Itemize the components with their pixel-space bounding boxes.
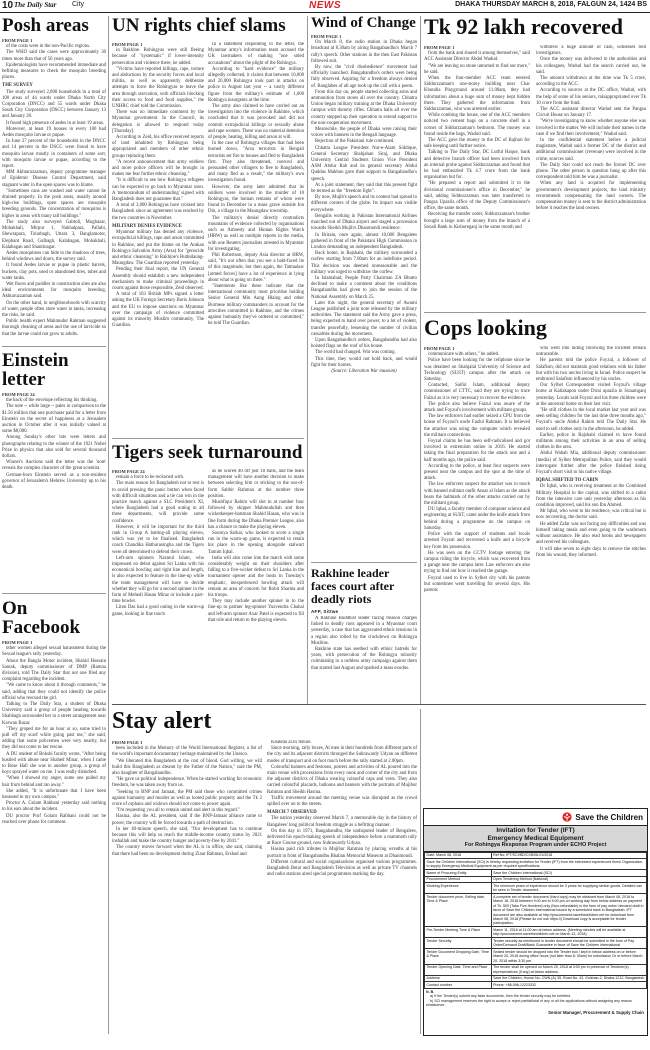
paragraph: The law enforcers suspect the attacker was in touch with banned militant outfit Ansar al Islam as the attack bears the hallmark of the other attacks carried out by the militant group. — [424, 482, 530, 507]
paragraph: Mr Iqbal, who went to his residence, was critical but is now recovering, the doctor said. — [536, 509, 646, 521]
paragraphs — [424, 51, 530, 231]
paragraph: Our Sylhet Correspondent visited Foyzul's village home at Kaliakapon under Dirai upazila in Sunamganj yesterday. Locals said Foyzul and his three children were at the ancestral home on their last visit. — [536, 383, 646, 407]
tender-field: Tender document price, Selling date, Time & Place — [425, 894, 492, 927]
tender-row — [425, 852, 647, 859]
paragraph: Aedes mosquitoes can hide in the shadows of trees, behind windows and doors, the survey said. — [2, 250, 106, 263]
tender-value: Save the Children, House No. CWN (A) 35, Road No. 43, Gulshan-2, Dhaka-1212, Bangladesh — [491, 975, 646, 982]
paragraph: While combing the house, one of the ACC members noticed two cement bags on a concrete shelf in a corner of Siddurzzaman's bedroom. The money was found inside the bags, Wadud said. — [424, 113, 530, 137]
paragraph: Khaleda Zia's tenure. — [271, 740, 312, 745]
paragraph: It found Aedes larvae or pupae in plastic barrels, buckets, clay pots, used or abandoned tires, tubes and water tanks. — [2, 263, 106, 281]
paragraph: Colourful banners and festoons, posters and activities of AL poured into the main venue with processions from every nook and corner of the city and from the adjacent districts of Dhaka wearing colourful caps and vests. They also carried colourful placards, balloons and banners with the portraits of Mujibur Rahman and Sheikh Hasina. — [267, 764, 417, 795]
paragraphs — [311, 40, 417, 350]
paragraph: They may include another spinner in to the line-up to partner leg-spinner Yuzvendra Chahal and left-arm spinner Axar Patel is expected to fill that role and return to the playing eleven. — [208, 599, 304, 623]
article-body — [2, 392, 106, 608]
tender-value: Phone: +88-096-12223332 — [491, 982, 646, 989]
paragraph: "I'm requesting you all to remain united and alert in this regard." — [116, 808, 240, 814]
paragraph: A total of 103 British MPs signed a letter asking the UK Foreign Secretary Boris Johnson and the EU to impose sanctions on Myanmar over the campaign of violence committed against its minority Muslim community, The Guardian. — [112, 292, 204, 329]
article-posh-areas — [2, 16, 106, 355]
paragraph: The amount withdrawn at the time was Tk 5 crore, according to the ACC. — [536, 76, 646, 88]
paragraph: "We came to know about it through comments," he said, adding that they could not identify the police official who rescued the girl. — [2, 683, 106, 701]
from-page: FROM PAGE 1 — [424, 346, 455, 351]
headline: Stay alert — [112, 708, 212, 734]
tender-row — [425, 883, 647, 894]
paragraph: Receiving the transfer order, Siddurzzaman's brother brought a large sum of money from the branch of a Sonali Bank in Kishoreganj in the same month and — [424, 212, 530, 230]
save-the-children-logo — [562, 812, 643, 822]
tender-row — [425, 927, 647, 938]
paragraph: "Statements like these indicate that the international community must prioritise holding Senior General Min Aung Hlaing and other Burmese military commanders to account for the atrocities committed in Rakhine, and the crimes against humanity they've ordered or committed," he told The Guardian. — [208, 283, 304, 327]
paragraph: In Islamabad, People Party Chairman ZA Bhutto declined to make a comment about the conditions Bangabandhu had given to join the session of the National Assembly on March 25. — [311, 275, 417, 300]
paragraph: Different cultural and social organisations organised various programmes. Bangladesh Betar and Bangladesh Television as well as private TV channels and radio stations aired special programmes marking the day. — [267, 859, 417, 878]
tender-value: Open Tendering Method (National) — [491, 876, 646, 883]
paragraph: "Sometimes cans are washed and water cannot be drained properly. In the posh areas, usually around high-rise buildings, open spaces are mosquito breeding grounds. The concentration of mosquitos is higher in areas with many tall buildings." — [2, 188, 106, 219]
paragraph: Mushfiqur Rahim will slot in at number four followed by skipper Mahmudullah and then wicketkeeper-batsman Shahid Hasan, who was in fine form during the Dhaka Premier League, also has a chance to make the playing eleven. — [208, 500, 304, 530]
paragraph: On this day in 1971, Bangabandhu, the undisputed leader of Bengalees, delivered his epoch-making speech of independence before a mammoth rally at Race Course ground, now Suhrawardy Udyan. — [267, 828, 417, 847]
paper-name: The Daily Star — [14, 1, 57, 9]
tender-field: Contact number — [425, 982, 492, 989]
paragraph: other women alleged sexual harassment during the Sexual league's rally yesterday. — [2, 646, 106, 658]
tender-row — [425, 949, 647, 964]
tender-value: Save the Children International (SCI) — [491, 870, 646, 877]
paragraph: Back home, in Rajshahi, the military surrounded a curfew starting from 7.00am for an indefinite period. This decision was deemed unreasonable and the military was urged to withdraw the curfew. — [311, 251, 417, 275]
paragraphs — [112, 48, 204, 222]
paragraph: "We liberated this Bangladesh at the cost of blood. God willing, we will build this Bangladesh as dreamt by the Father of the Nation," said the PM, also daughter of Bangabandhu. — [112, 758, 262, 777]
paragraph: Public health expert Mahmudur Rahman suggested thorough cleaning of areas and the use of larvicide so that the larvae could not grow to adults. — [2, 319, 106, 337]
paragraph: In Britain, once again, almost 10,000 Bengalees gathered in front of the Pakistani High Commission in London demanding an independent Bangladesh. — [311, 232, 417, 250]
article-cops-looking — [424, 317, 646, 339]
paragraph: When the four-member ACC team entered Siddurzzaman's one-storey building near Char Khondia Playground around 11.00am, they had information about a huge sum of money kept hidden there. They gathered the information from Siddurzzaman, who was arrested earlier. — [424, 76, 530, 113]
paragraph: Once the money was delivered to the authorities and his colleagues, Wadud had the search carried out, he said. — [536, 57, 646, 75]
divider — [2, 346, 106, 347]
paragraph: India will also come into the match with some considerably weight on their shoulders after falling to a five-wicket defeat to Sri Lanka in the tournament opener and the hosts in Tuesday's emphatic, inexperienced bowling attack will remain an area of concern for Rohit Sharma and his troops. — [208, 555, 304, 599]
article-einstein-letter — [2, 351, 106, 608]
paragraph: as he scored 40 off just 18 balls, and the team management will have another decision to make between selecting him or sticking to the out-of-form Sabbir Rahman at the number three position. — [208, 469, 304, 499]
paragraph: who went into hiding following the incident remain untraceable. — [536, 346, 646, 358]
paragraph: DU proctor Prof Golam Rabbani could not be reached over phone for comment. — [2, 813, 106, 825]
paragraph: b) SCI management reserves the right to accept or reject partial/total of any or all the applications without assigning any reason whatsoever. — [426, 998, 632, 1008]
paragraph: Chhatra League President Nur-e-Alam Siddique, General Secretary Shahjahan Siraj, and Dhaka University Central Students Union Vice President ASM Abdur Rab and its general secretary Abdul Quddus Makhon gave their support to Bangabandhu's speech. — [311, 145, 417, 182]
divider — [112, 704, 646, 705]
paragraph: From this day on, people started collecting arms and ammunition from stores all over the country. Chhatra Union began military training at the Dhaka University campus with dummy rifles. Chhatra halls all over the country stepped up their operation to extend support to the non-cooperation movement. — [311, 89, 417, 126]
paragraphs — [536, 45, 646, 212]
article-body — [2, 38, 106, 355]
headline: Posh areas — [2, 15, 89, 36]
article-body-col2 — [208, 42, 304, 434]
paragraph: "When I showed my anger, some one pulled my hair from behind and ran away." — [2, 776, 106, 788]
paragraph: In a statement responding to the letter, the Myanmar army's information team accused the UK lawmakers of making "one sided accusations" about the plight of the Rohingya. — [208, 42, 304, 66]
paragraph: The study also surveyed Gabtoli, Mogbazar, Mohakhali, Mirpur 1, Nakhalpara, Pallabi, Shewrapara, Tolarbagh, Uttara 3, Banglamotor, Elephant Road, Gulbagh, Kalabagan, Mohakhali, Kalabagan and Shantinagar. — [2, 219, 106, 250]
tender-row — [425, 870, 647, 877]
divider — [424, 312, 646, 313]
from-page: FROM PAGE 1 — [2, 640, 33, 645]
paragraphs — [112, 230, 204, 329]
tender-signature: Senior Manager, Procurement & Supply Chain — [548, 1009, 644, 1015]
headline: Tk 92 lakh recovered — [424, 14, 624, 39]
paragraphs — [536, 484, 646, 558]
paragraph: Abdul Wahab Mia, additional deputy commissioner (media) of Sylhet Metropolitan Police, said they would interrogate further after the police finished doing Foyzul's short visit to his native village. — [536, 451, 646, 476]
tender-title: Invitation for Tender (IFT) — [496, 827, 575, 834]
paragraph: in Rakhine. Rohingyas were still fleeing because of "systematic" if lower-intensity persecution and violence there, he added. — [112, 48, 204, 66]
paragraph: Hasina, also the AL president, said if the BNP-Jamaat alliance came to power, the country will be forced towards a path of destruction. — [112, 814, 262, 826]
paragraph: The WHO said the cases were approximately 30 times more than that of 50 years ago. — [2, 50, 106, 62]
paragraph: Winner's Auctions said the letter was the 'note' reveals the complex character of the great scientist. — [2, 460, 106, 472]
tender-row — [425, 938, 647, 949]
paragraph: She added, "It is unfortunate that I have been harassed in my own campus." — [2, 788, 106, 801]
tender-field: Address — [425, 975, 492, 982]
paragraph: In the case of Rohingya villages that had been burned down, "Arsa terrorists in Bengali terrorists set fire to houses and fled to Bangladesh first. They also threatened, coerced and persuaded other villagers to flee to Bangladesh, and many fled as a result," the military's own investigation found. — [208, 141, 304, 184]
tender-notes — [424, 989, 647, 1009]
paragraph: Epidemiologists have recommended immediate and befitting measures to check the mosquito breeding places. — [2, 62, 106, 81]
paragraph: In June 27 percent of the households in the DNCC and 14 percent in the DSCC were found to have mosquito larvae mostly in containers of some sort, with mosquito larvae or pupae, according to the report. — [2, 139, 106, 170]
tender-value: Ref No: IFT/SCI/BD/CXB/08-01/2018 — [491, 852, 646, 859]
paragraphs — [112, 746, 262, 858]
article-body — [311, 34, 417, 557]
tender-value: March 11, 2018 at 11:00 am at below address. (Meeting minutes will be available at http://procurement.savethechildren.net on March 12, 2018). — [491, 927, 646, 938]
paragraph: Proctor A. Golam Rabbani yesterday said nothing to his ears about the incident. — [2, 801, 106, 813]
tender-logo-bar — [424, 809, 647, 826]
tender-value: Tender security as mentioned in tender document should be submitted in the form of Pay Order/Demand Draft/Bank Guarantee in favor of Save the Children International. — [491, 938, 646, 949]
paragraph: The Daily Star could not reach the former DC over phone. The other person in question hung up after this correspondent told him he was a journalist. — [536, 162, 646, 181]
tender-field: Tender Document Dropping Date, Time & Place — [425, 949, 492, 964]
tender-row — [425, 859, 647, 870]
paragraph: Talking to The Daily Star, DC Lutful Haque, bank and detective branch officer had been involved from an internal probe against Siddurzzaman and found that he had embezzled Tk 4.7 crore from the bank organisation but for. — [424, 150, 530, 181]
paragraph: There was no immediate comment by the Myanmar government. In the Council, its delegation is allowed to respond today [Thursday]. — [112, 110, 204, 134]
from-page: FROM PAGE 1 — [2, 38, 33, 43]
subhead: THE SURVEY — [2, 83, 33, 89]
paragraph: A total of 3,000 Rohingyas have crossed into Bangladesh since an agreement was reached by the two countries in November. — [112, 203, 204, 221]
paragraph: Contacted, Saiful Islam, additional deputy commissioner of CTTC, said they are trying to trace Faizul as it is very necessary to recover the evidence. — [424, 383, 530, 401]
paragraph: The ACC gave the money to the DC of Rajbari for safe keeping until further notice. — [424, 138, 530, 150]
paragraph: communicate with others," he added. — [428, 352, 500, 358]
paragraph: The nation yesterday observed March 7, a memorable day in the history of Bangalees' long political freedom struggle as a befitting manner. — [267, 816, 417, 828]
paragraph: On March 8, the radio station in Dhaka began broadcast at 8.30am by airing Bangabandhu's March 7 rally's speech. Other stations in the then East Pakistan followed suit. — [311, 40, 417, 64]
paragraph: Earlier, police in Rajshahi claimed to have found militants among their activities in an area of selling clothes in the area. — [536, 432, 646, 451]
article-stay-alert — [112, 709, 417, 733]
paragraph: By now, Mujib's speech and its content had spread to different corners of the globe. Its impact was visible everywhere. — [311, 195, 417, 213]
tender-value: The tender shall be opened on March 20, 2018 at 3:00 pm in presence of Tenderer(s) representatives (if any) at below address. — [491, 964, 646, 975]
paragraph: a) If the Tender(s) submit any false documents, then the tender security may be forfeited. — [430, 994, 572, 999]
column-rule — [420, 709, 421, 1034]
paragraph: "We're investigating to know whether anyone else was involved in the matter. We will include their names in the case if we find their involvement," Wadud said. — [536, 119, 646, 137]
paragraph: "He still clothes in the local market last year and was seen selling children for the last time three months ago," Foyzul's uncle Abdul Rahim told The Daily Star. He used to sell clothes only in the afternoon, he added. — [536, 408, 646, 432]
paragraph: He added Zafar was not facing any difficulties and was himself taking meals and even going to the washroom without assistance. He also read books and newspapers and received his colleagues. — [536, 521, 646, 546]
paragraph: been included in the Memory of the World International Register, a list of the world's important documentary heritage maintained by the Unesco. — [112, 746, 262, 758]
tender-table — [424, 852, 647, 989]
from-page: FROM PAGE 1 — [112, 740, 143, 745]
paragraph: At a joint statement, they said that this present fight be termed as the "freedom fight". — [311, 182, 417, 195]
paragraph: German-born Einstein served as a non-resident governor of Jerusalem's Hebrew University up to his death. — [2, 472, 106, 491]
paragraph: Police with the support of students and locals arrested Foyzul and recovered a knife and a bicycle key from his possession. — [424, 532, 530, 550]
article-body-col1 — [112, 469, 204, 699]
paragraph: "Victims have reported killings, rape, torture and abductions by the security forces and local militia, as well as apparently deliberate attempts to force the Rohingyas to leave the area through starvation, with officials blocking their access to food and food supplies," the UNHRC chief told the Commission. — [112, 66, 204, 110]
article-body-col1 — [112, 42, 204, 434]
paragraph: MM Akhtaruzzaman, deputy programme manager of Epidemic Disease Control Department, said stagnant water in the open spaces was to blame. — [2, 170, 106, 188]
paragraph: Foyzul claims he has been self-radicalised and got involved in extremism online in 2016. He started taking the final preparation for the attack one and a half months ago, the police said. — [424, 439, 530, 463]
paragraph: Hasina paid rich tributes to Mujibur Rahman by placing wreaths at his portrait in front of Bangabandhu Bhaban Memorial Museum at Dhanmondi. — [267, 847, 417, 859]
tender-intro: Save the Children International (SCI) is hereby requesting invitation for Tender (IFT) from the interested experienced firms/ Organization to supply Emergency Medical Equipment as per required specifications. — [425, 859, 647, 870]
paragraph: The note -- while large -- pales in comparison to the $1.56 million that one purchaser paid for a letter from Einstein on the secret of happiness at a Jerusalem auction in October after it was initially valued at some $8,000. — [2, 404, 106, 435]
paragraph: He was seen on the CCTV footage entering the campus riding the bicycle, which was recovered from a garage near the campus later. Law enforcers are also trying to find out how it reached the garage. — [424, 550, 530, 575]
tender-field: Working Experience — [425, 883, 492, 894]
article-body — [311, 616, 417, 698]
headline: On Facebook — [2, 598, 81, 638]
source-stamp: AFP, Sittwe — [311, 609, 339, 614]
article-body — [2, 640, 106, 1050]
column-rule — [108, 16, 109, 1034]
paragraph: of the costs were in the non-Pacific regions. — [6, 44, 91, 50]
paragraph: Myanmar military has denied any violence, extrajudicial killings, rape and arson committed in Rakhine, and put the blame on the Arakan Rohingya Salvation Army (Arsa) for "genocide and ethnic cleansing" in Rakhine's Buthidaung-Maungdaw. The Guardian reported yesterday. — [112, 230, 204, 267]
paragraph: About the Bangla Motor incident, Shahid Hossain Santak, deputy commissioner of DMP (Ramna division), told The Daily Star that not one filed any complaint regarding the incident. — [2, 658, 106, 683]
subhead: IQBAL SHIFTED TO CABIN — [536, 478, 599, 484]
tender-field: Procurement Method — [425, 876, 492, 883]
paragraph: According to sources at the DC office, Wadud, with the help of some of his seniors, misappropriated over Tk 10 crore from the fund. — [536, 88, 646, 106]
paragraph: Traffic movement around the meeting venue was disrupted as the crowd spilled over on to the streets. — [267, 795, 417, 808]
paragraph: the back of the envelope reflecting his thinking. — [6, 398, 98, 404]
tender-field: Tender Opening Date, Time and Place — [425, 964, 492, 975]
paragraph: DU Iqbal, a faculty member of computer science and engineering at SUST, came under the knife attack from behind during a programme on the campus on Saturday. — [424, 507, 530, 531]
paragraph: Soumya Sarkar, who looked to score a single run in the warm-up game, is expected to retain his place in the opening alongside stalwart Tamim Iqbal. — [208, 531, 304, 555]
column-rule — [420, 16, 421, 704]
paragraph: On the other hand, in neighbourhoods with scarcity of water, people often store water in tanks, increasing the risks, he said. — [2, 300, 106, 318]
paragraph: Rakhine state has seethed with ethnic hatreds for years, with persecution of the Rohingya minority culminating in a ruthless army campaign against them that started last August and sparked a mass exodus. — [311, 647, 417, 671]
paragraphs — [208, 42, 304, 327]
paragraph: Talking to The Daily Star, a student of Dhaka University said a group of people heading towards Shahbagh surrounded her in a street arrangement near Karwan Bazar. — [2, 702, 106, 726]
paragraph: "It is difficult to see how Rohingya refugees can be expected to go back to Myanmar soon. A 'memorandum of understanding' signed with Bangladesh does not guarantee that." — [112, 178, 204, 203]
article-seek-turnaround — [112, 443, 304, 462]
tender-title-block — [424, 826, 647, 852]
headline: Wind of Change — [311, 15, 416, 31]
article-body-col2 — [208, 469, 304, 699]
from-page: FROM PAGE 1 — [112, 42, 143, 47]
paragraph: Police have been looking for the cellphone since he was detained on Shahjalal University of Science and Technology (SUST) campus after the attack on Saturday. — [424, 358, 530, 383]
source-note: (Source: Liberation War museum) — [331, 368, 397, 374]
paragraph: Upon Bangabandhu's orders, Bangabandhu had also hoisted flags on the roof of his house. — [311, 337, 417, 350]
paragraph: "He gave us political independence. When he started working for economic freedom, he was taken away from us. — [112, 777, 262, 789]
divider — [112, 438, 304, 439]
paragraph: It found high presence of aedes in at least 19 areas. — [6, 120, 104, 126]
paragraph: He parents told the police Foyzul, a follower of Salafism, did not maintain good relations with his father but with his two uncles living in Israel. Police suspect he embraced Salafism influenced by his uncles. — [536, 358, 646, 383]
paragraph: However, it will be important for the third rank in Group A batting-all playing eleven, which was yet to be finalised. Bangladesh coach Chandika Hathurusingha and the Tigers were all determined to defend their crown. — [112, 524, 204, 555]
article-rakhine-leader — [311, 567, 417, 698]
headline: UN rights chief slams — [112, 15, 286, 36]
paragraph: Among Sunday's other lots were letters and photographs relating to the winner of the 1921 Nobel Prize in physics that also sold for several thousand dollars. — [2, 435, 106, 460]
paragraph: Dr Iqbal, who is receiving treatment at the Combined Military Hospital in the capital, was shifted to a cabin from the intensive care unit yesterday afternoon as his condition improved, said his son Ibn Ahmed. — [536, 484, 646, 509]
paragraph: "A recent announcement that army soldiers and more police officers will be brought in makes me fear further ethnic cleansing." — [112, 159, 204, 178]
paragraph: According to the police, at least four suspects were present near the campus and the spot at the time of attack. — [424, 463, 530, 482]
paragraph: By now, the "civil disobedience" movement had officially launched. Bangabandhu's orders were being fully observed. Aspiring for a freedom always denied of. Banglabes of all age took up the call with a poem. — [311, 65, 417, 89]
paragraph: The military's denial directly contradicts mountains of evidence collected by organisations such as Amnesty and Human Rights Watch (HRW) as well as multiple reports in the media, with one Reuters journalists arrested in Myanmar for investigating. — [208, 215, 304, 252]
paragraph: "They groped me for an hour or so, some tried to pull off my scarf while going past me," she said, adding that some policemen were very nearby, but they did not come to her rescue. — [2, 726, 106, 751]
nb-list — [426, 994, 645, 1007]
article-on-facebook — [2, 599, 106, 1050]
paragraphs — [2, 44, 106, 81]
article-un-rights-chief — [112, 16, 304, 35]
paragraphs — [267, 816, 417, 878]
tender-field: Name of Procuring Entity — [425, 870, 492, 877]
subhead: MARCH 7 OBSERVED — [267, 810, 317, 816]
paragraph: This time, they would not hold back, and would fight for their homes. — [311, 356, 417, 368]
paragraph: When any land is acquired for implementing government's development projects, the land ministry recommends compensating the land owners. The compensation money is sent to the district administration before it reaches the land owners. — [536, 181, 646, 212]
tender-value: Sealed tender should be dropped into the Tender box / kept in below address on or before March 20, 2018 during office hours (not later than 8: 30am) for submission Or or before March 20, 2018 within 3:30 pm. — [491, 949, 646, 964]
paragraph: In the confidential statement before a judicial magistrate, Wadud said a former DC of the district and additional commissioner (revenue) were involved in the crime, sources said. — [536, 138, 646, 162]
tender-field: Pre-Tender Meeting Time & Place — [425, 927, 492, 938]
paragraphs — [2, 90, 106, 338]
paragraph: "Seeking to BNP and Jamaat, the PM said those who committed crimes against humanity and murder as well as looted public property and the Tk 2 crore of orphans and widows should not come to power again. — [112, 789, 262, 808]
tender-value: The minimum years of experience should be 3 years for supplying similar goods. Detailed can be seen in Tender document. — [491, 883, 646, 894]
paragraph: The main reason for Bangladesh not to rest is to avoid pressing the panic button when faced with difficult situations and a tie can win in the practice match against a SLC President's XI, where Bangladesh had a good outing in all three departments, will provide some confidence. — [112, 481, 204, 524]
tender-row — [425, 964, 647, 975]
from-page: FROM PAGE 1 — [424, 45, 455, 50]
save-the-children-emblem-icon — [562, 812, 572, 822]
section-label: City — [72, 1, 85, 8]
paragraph: Phil Robertson, deputy Asia director at HRW, said, "It's not often that you see a bald-faced lie of this magnitude, but then again, the Tatmadaw [armed forces] have a lot of experience in lying about what is going on there." — [208, 252, 304, 283]
tender-row — [425, 982, 647, 989]
paragraph: Moreover, at least 19 houses in every 100 had Aedes mosquito larvae or pupae. — [2, 126, 106, 139]
paragraphs — [424, 352, 530, 594]
paragraphs — [2, 646, 106, 826]
org-name: Save the Children — [575, 812, 643, 822]
paragraph: Left-arm spinners Nazmul Islam, who impressed on debut against Sri Lanka with his economical bowling and tight line and length, is also expected to feature in the line-up while the team management will have to decide whether they will go for a second spinner in the form of Mehedi Hasan Miraz or include a part-time bowler. — [112, 555, 204, 605]
paragraphs — [311, 350, 417, 369]
article-body-col2 — [267, 740, 417, 1034]
paragraph: Liton Das had a good outing in the warm-up game, looking in fine touch — [112, 605, 204, 617]
paragraph: "We are leaving no stone unturned to find out more," he said. — [424, 63, 530, 75]
headline: Rakhine leader faces court after deadly riots — [311, 566, 395, 606]
tender-field: Tender Security — [425, 938, 492, 949]
tender-row — [425, 876, 647, 883]
paragraph: However, the army later admitted that its soldiers were involved in the murder of 10 Rohingyas, the human remains of whom were found in December in a mass grave outside Inn Din, a village in the Maungdaw township. — [208, 184, 304, 215]
paragraph: remain a force to be reckoned with. — [116, 475, 185, 481]
tender-field: Date: March 08, 2018 — [425, 852, 492, 859]
tender-program: For Rohingya Response Program under ECHO Project — [464, 842, 607, 848]
paragraph: Meanwhile, the people of Dhaka were raising their voices with banners in the Bengali language. — [311, 127, 417, 139]
article-wind-of-change — [311, 16, 417, 557]
from-page: FROM PAGE 24 — [112, 469, 145, 474]
headline: Einstein letter — [2, 350, 69, 390]
tender-row — [425, 975, 647, 982]
nb-title: N. B. — [426, 989, 435, 994]
dateline: DHAKA THURSDAY MARCH 8, 2018, FALGUN 24, 1424 BS — [455, 1, 647, 8]
paragraph: The country moves forward when the AL is in office, she said, claiming that there had been no development during Ziaur Rahman, Ershad and — [112, 845, 262, 857]
page-number: 10 — [2, 0, 14, 11]
paragraph: withdrew a huge amount of cash, witnesses told investigators. — [536, 45, 646, 57]
paragraphs — [112, 475, 204, 618]
paragraphs — [311, 616, 417, 672]
article-body-col1 — [112, 740, 262, 1034]
paragraph: Bengalis working in Pakistan International Airlines marched out of Dhaka airport and staged a procession towards Sheikh Mujib's Dhanmondi residence. — [311, 213, 417, 232]
tender-advertisement — [423, 808, 648, 1036]
paragraph: Rejection of the Pakistani rule continued. — [315, 139, 395, 145]
tender-row — [425, 894, 647, 927]
paragraph: A Rakhine Buddhist leader facing treason charges linked to deadly riots appeared in a Myanmar court yesterday, a case that has aggravated ethnic tensions in a region also roiled by the crackdown on Rohingya Muslims. — [311, 616, 417, 646]
paragraph: The ACC assistant director Wadud sent the Pangsa Circuit House on January 17. — [536, 107, 646, 119]
article-body-col2 — [536, 45, 646, 307]
paragraphs — [2, 398, 106, 491]
paragraph: According to Zeid, his office received reports of land inhabited by Rohingyas being appropriated and members of other ethnic groups replacing them. — [112, 135, 204, 159]
paragraph: In her 40-minute speech, she said, "Our development has to continue because this will help us reach the middle-income country status by 2021 inshallah and make the country hunger and poverty-free by 2041." — [112, 826, 262, 845]
article-body-col1 — [424, 346, 530, 700]
paragraph: Pending their final report, the UN General Assembly should establish a new independent mechanism to make criminal proceedings in courts against those responsible, Zeid observed. — [112, 267, 204, 291]
paragraphs — [536, 346, 646, 476]
paragraph: The police also believe Faizul was aware of the attack and Foyzul's involvement with militant groups. — [424, 401, 530, 414]
paragraph: Wet floors and puddles in construction sites are also ideal environments for mosquito breeding, Akhtaruzzaman said. — [2, 281, 106, 300]
paragraph: Foyzul used to live in Sylhet city with his parents but sometimes went travelling for several days. His parents — [424, 575, 530, 593]
from-page: FROM PAGE 24 — [2, 392, 35, 397]
paragraph: "He prepared a report and submitted it to the divisional commissioner's office in December," he said, adding Siddurzzaman was later transferred to Pangsa Upazila office of the Deputy Commissioner's office, the same month. — [424, 181, 530, 212]
paragraph: The study surveyed 2,000 households in a total of 100 areas of 44 wards under Dhaka North City Corporation (DNCC) and 55 wards under Dhaka South City Corporation (DSCC) between January 13 and January 20. — [2, 89, 106, 120]
paragraph: The law enforcers had earlier seized a CPU from the house of Foyzul's uncle Fazlul Rahman. It is believed the attacker was using the computer which revealed the militant connections. — [424, 414, 530, 438]
paragraph: A DU student of Bokshi faculty wrote, "After being hustled with abuse near Shahed Minar, when I came to Bose Hall she was in another group, a group of boys sprayed water on me. I was really disturbed. — [2, 751, 106, 776]
paragraph: It will take seven to eight days to remove the stitches from his wound, they informed. — [536, 546, 646, 558]
divider — [311, 562, 417, 563]
paragraph: Since morning, rally boxes, Al men in their hundreds from different parts of the city and its adjacent districts thronged the Suhrawardy Udyan on different modes of transport and on foot much before the rally started at 2.00pm. — [267, 746, 417, 764]
paragraph: The world had changed. War was coming. — [315, 350, 396, 356]
subhead: MILITARY DENIES EVIDENCE — [112, 223, 182, 229]
paragraph: Later this night, the general secretary of Awami League published a joint note released by the military authorities. The statement said the Army gave a press, being expected to hand over power, to a lot of violent, transfer peacefully, lessening the number of civilian casualties during the movement. — [311, 300, 417, 337]
paragraph: from the bank and shared it among themselves," said ACC Assistant Director Abdul Wadud. — [424, 51, 530, 63]
paragraph: The army also claimed to have carried out an investigation into the violence in Rakhine, which concluded that it was provoked and did not commit extrajudicial killings or sexually abuse and rape women. There was no material detention of people, beating, killing and arson at will. — [208, 104, 304, 141]
from-page: FROM PAGE 1 — [311, 34, 342, 39]
column-rule — [307, 16, 308, 704]
headline: Cops looking — [424, 315, 547, 340]
paragraph: According to "hard evidence" the military allegedly collected, it claims that between 10,000 and 20,000 Rohingya took part in attacks on police in August last year -- a vastly different figure from the military's estimate of 1,000 Rohingya insurgents at the time. — [208, 66, 304, 103]
article-tk-92-lakh — [424, 16, 646, 38]
headline: Tigers seek turnaround — [112, 442, 303, 463]
news-label: NEWS — [309, 0, 341, 11]
divider — [2, 593, 106, 594]
article-body-col2 — [536, 346, 646, 700]
article-body-col1 — [424, 45, 530, 307]
tender-subtitle: Emergency Medical Equipment — [487, 834, 584, 842]
tender-value: A complete set of tender document (Hard copy) may be obtained from March 08, 2018 to March 18, 2018 between 9:00 am to 5:00 pm on working day from below address on payment of Tk. 500 (Taka Five Hundred) only (Non-refundable) in the form of pay order/ demand draft in favor of Save the Children International issued by a scheduled bank in Bangladesh. IFT document are also available at http://procurement.savethechildren.net for download from March 08, 2018 (Please do not use https://) Download copy is acceptable for tender participation. — [491, 894, 646, 927]
paragraphs — [208, 469, 304, 624]
paragraphs — [267, 740, 417, 808]
